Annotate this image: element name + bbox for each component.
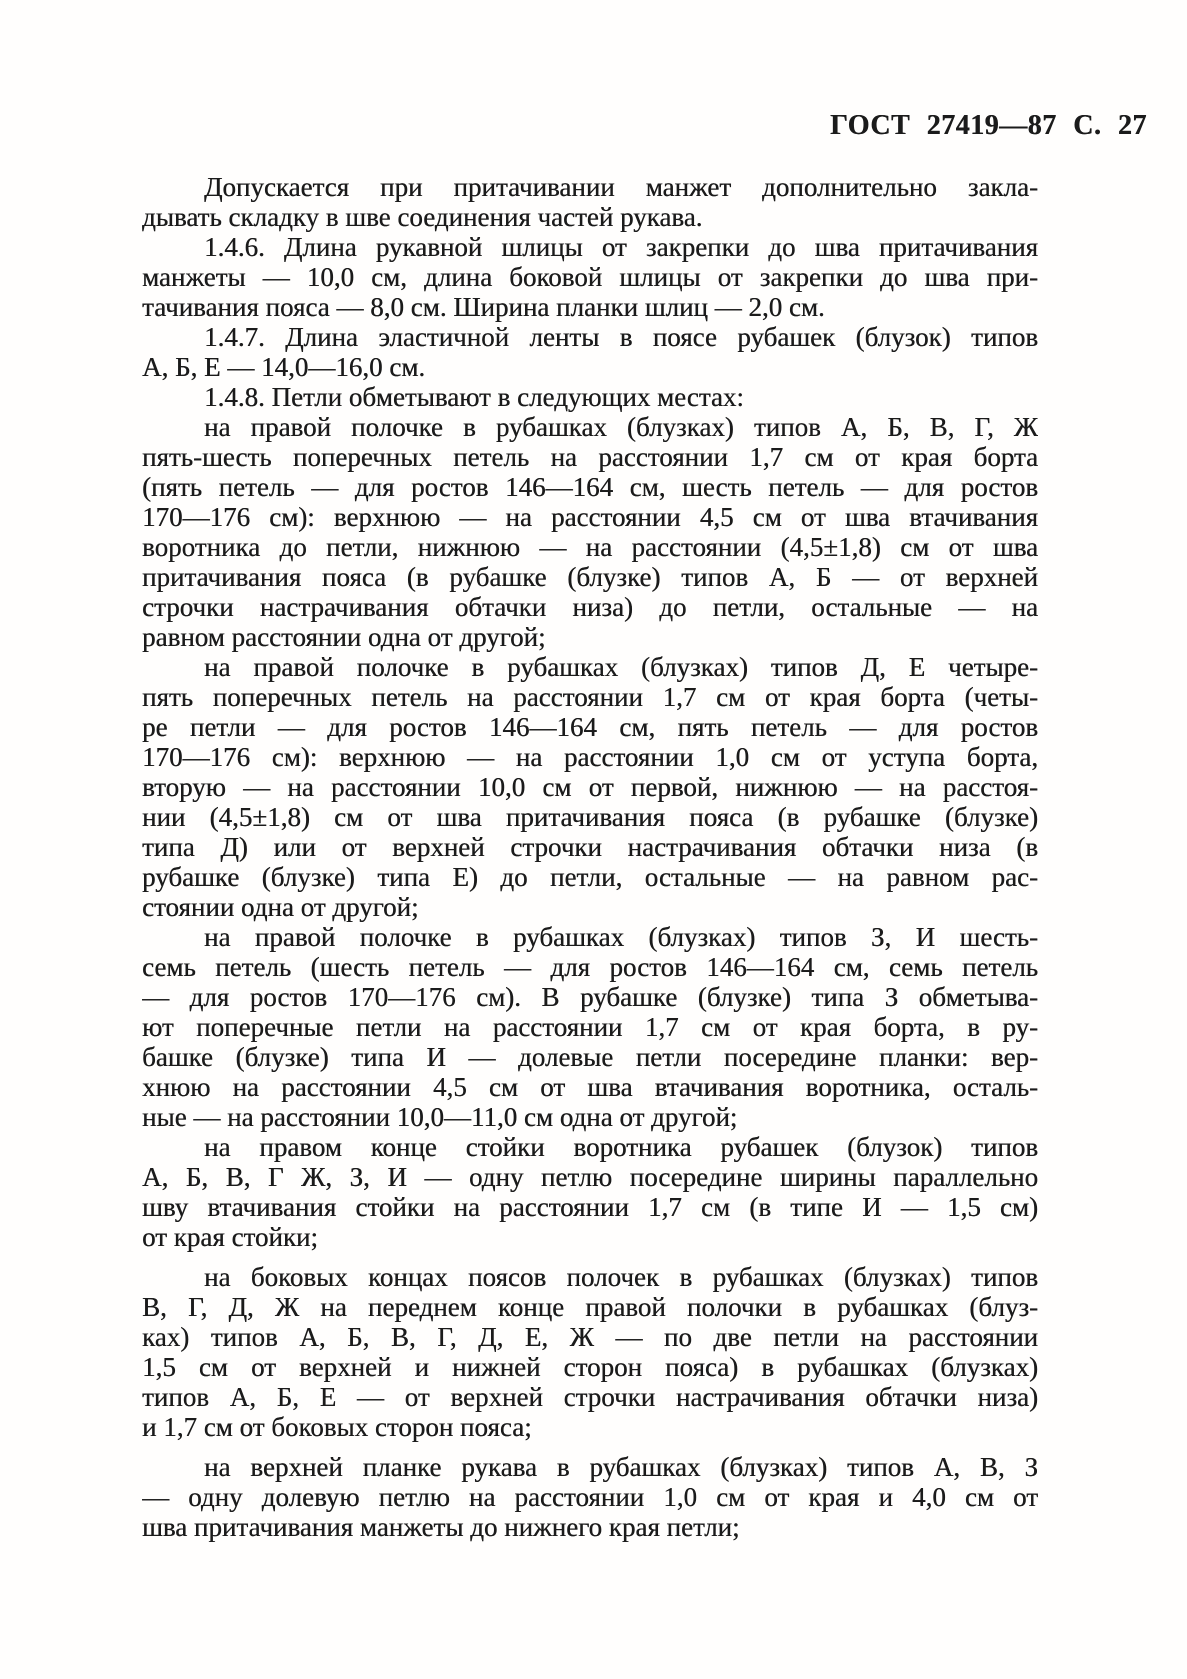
text-line: ках) типов А, Б, В, Г, Д, Е, Ж — по две петли на расстоянии	[142, 1322, 1038, 1352]
text-line: на правом конце стойки воротника рубашек (блузок) типов	[204, 1132, 1038, 1162]
text-line: 170—176 см): верхнюю — на расстоянии 1,0 см от уступа борта,	[142, 742, 1038, 772]
text-line: строчки настрачивания обтачки низа) до петли, остальные — на	[142, 592, 1038, 622]
text-line: на правой полочке в рубашках (блузках) типов Д, Е четыре-	[204, 652, 1038, 682]
text-line: ре петли — для ростов 146—164 см, пять петель — для ростов	[142, 712, 1038, 742]
text-line: — для ростов 170—176 см). В рубашке (блузке) типа З обметыва-	[142, 982, 1038, 1012]
paragraph	[142, 1262, 1038, 1442]
text-line: на боковых концах поясов полочек в рубашках (блузках) типов	[204, 1262, 1038, 1292]
text-line: А, Б, Е — 14,0—16,0 см.	[142, 352, 426, 382]
paragraph	[142, 172, 1038, 232]
text-line: (пять петель — для ростов 146—164 см, шесть петель — для ростов	[142, 472, 1038, 502]
text-line: ют поперечные петли на расстоянии 1,7 см от края борта, в ру-	[142, 1012, 1038, 1042]
text-line: Допускается при притачивании манжет дополнительно закла-	[204, 172, 1038, 202]
text-line: от края стойки;	[142, 1222, 318, 1252]
paragraph	[142, 412, 1038, 652]
paragraph	[142, 232, 1038, 322]
text-line: 1.4.7. Длина эластичной ленты в поясе рубашек (блузок) типов	[204, 322, 1038, 352]
text-line: вторую — на расстоянии 10,0 см от первой, нижнюю — на расстоя-	[142, 772, 1038, 802]
text-line: башке (блузке) типа И — долевые петли посередине планки: вер-	[142, 1042, 1038, 1072]
text-line: ные — на расстоянии 10,0—11,0 см одна от другой;	[142, 1102, 738, 1132]
text-line: А, Б, В, Г Ж, З, И — одну петлю посередине ширины параллельно	[142, 1162, 1038, 1192]
text-line: нии (4,5±1,8) см от шва притачивания пояса (в рубашке (блузке)	[142, 802, 1038, 832]
text-line: стоянии одна от другой;	[142, 892, 419, 922]
doc-number-and-page: ГОСТ 27419—87 С. 27	[830, 110, 1147, 141]
paragraph	[142, 1132, 1038, 1252]
text-line: рубашке (блузке) типа Е) до петли, остальные — на равном рас-	[142, 862, 1038, 892]
text-line: типов А, Б, Е — от верхней строчки настрачивания обтачки низа)	[142, 1382, 1038, 1412]
paragraph	[142, 322, 1038, 382]
text-line: тачивания пояса — 8,0 см. Ширина планки шлиц — 2,0 см.	[142, 292, 825, 322]
paragraph	[142, 922, 1038, 1132]
text-line: типа Д) или от верхней строчки настрачивания обтачки низа (в	[142, 832, 1038, 862]
paragraph	[142, 1452, 1038, 1542]
text-line: воротника до петли, нижнюю — на расстоянии (4,5±1,8) см от шва	[142, 532, 1038, 562]
text-line: хнюю на расстоянии 4,5 см от шва втачивания воротника, осталь-	[142, 1072, 1038, 1102]
text-line: 1.4.8. Петли обметывают в следующих местах:	[204, 382, 744, 412]
text-line: равном расстоянии одна от другой;	[142, 622, 546, 652]
text-line: 1,5 см от верхней и нижней сторон пояса) в рубашках (блузках)	[142, 1352, 1038, 1382]
text-line: шву втачивания стойки на расстоянии 1,7 см (в типе И — 1,5 см)	[142, 1192, 1038, 1222]
text-line: семь петель (шесть петель — для ростов 146—164 см, семь петель	[142, 952, 1038, 982]
text-line: на правой полочке в рубашках (блузках) типов А, Б, В, Г, Ж	[204, 412, 1038, 442]
text-line: притачивания пояса (в рубашке (блузке) типов А, Б — от верхней	[142, 562, 1038, 592]
text-line: 1.4.6. Длина рукавной шлицы от закрепки до шва притачивания	[204, 232, 1038, 262]
text-line: пять-шесть поперечных петель на расстоянии 1,7 см от края борта	[142, 442, 1038, 472]
paragraph	[142, 382, 1038, 412]
text-line: В, Г, Д, Ж на переднем конце правой полочки в рубашках (блуз-	[142, 1292, 1038, 1322]
text-line: шва притачивания манжеты до нижнего края петли;	[142, 1512, 740, 1542]
text-line: дывать складку в шве соединения частей рукава.	[142, 202, 703, 232]
text-line: на правой полочке в рубашках (блузках) типов З, И шесть-	[204, 922, 1038, 952]
text-line: манжеты — 10,0 см, длина боковой шлицы от закрепки до шва при-	[142, 262, 1038, 292]
text-line: 170—176 см): верхнюю — на расстоянии 4,5 см от шва втачивания	[142, 502, 1038, 532]
document-body	[142, 172, 1038, 1542]
text-line: — одну долевую петлю на расстоянии 1,0 см от края и 4,0 см от	[142, 1482, 1038, 1512]
text-line: на верхней планке рукава в рубашках (блузках) типов А, В, З	[204, 1452, 1038, 1482]
paragraph	[142, 652, 1038, 922]
text-line: и 1,7 см от боковых сторон пояса;	[142, 1412, 532, 1442]
page-header	[830, 110, 1147, 142]
text-line: пять поперечных петель на расстоянии 1,7 см от края борта (четы-	[142, 682, 1038, 712]
